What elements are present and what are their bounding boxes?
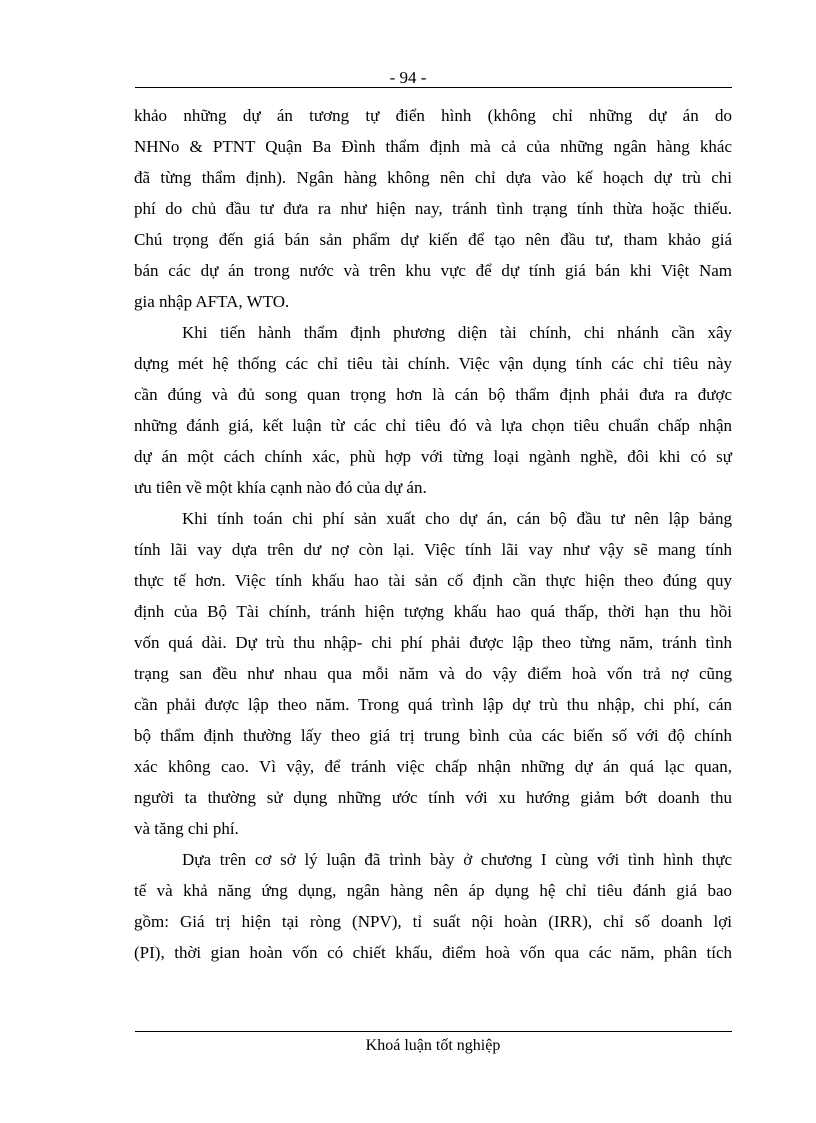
text-line: thực tế hơn. Việc tính khấu hao tài sản cố định cần thực hiện theo đúng quy (134, 571, 732, 590)
text-line: ưu tiên về một khía cạnh nào đó của dự án. (134, 478, 427, 497)
text-line: cần đúng và đủ song quan trọng hơn là cán bộ thẩm định phải đưa ra được (134, 385, 732, 404)
footer-text: Khoá luận tốt nghiệp (365, 1037, 501, 1054)
text-line: xác không cao. Vì vậy, để tránh việc chấp nhận những dự án quá lạc quan, (134, 757, 732, 776)
text-line: gồm: Giá trị hiện tại ròng (NPV), tỉ suất nội hoàn (IRR), chỉ số doanh lợi (134, 912, 732, 931)
text-line: Dựa trên cơ sở lý luận đã trình bày ở chương I cùng với tình hình thực (182, 850, 732, 869)
text-line: Khi tính toán chi phí sản xuất cho dự án, cán bộ đầu tư nên lập bảng (182, 509, 732, 528)
text-line: phí do chủ đầu tư đưa ra như hiện nay, tránh tình trạng tính thừa hoặc thiếu. (134, 199, 732, 218)
text-line: dự án một cách chính xác, phù hợp với từng loại ngành nghề, đôi khi có sự (134, 447, 732, 466)
text-line: đã từng thẩm định). Ngân hàng không nên chỉ dựa vào kế hoạch dự trù chi (134, 168, 732, 187)
text-line: trạng san đều như nhau qua mỗi năm và do vậy điểm hoà vốn trả nợ cũng (134, 664, 732, 683)
text-line: khảo những dự án tương tự điển hình (không chỉ những dự án do (134, 106, 732, 125)
text-line: những đánh giá, kết luận từ các chỉ tiêu đó và lựa chọn tiêu chuẩn chấp nhận (134, 416, 732, 435)
text-line: định của Bộ Tài chính, tránh hiện tượng khấu hao quá thấp, thời hạn thu hồi (134, 602, 732, 621)
text-line: người ta thường sử dụng những ước tính với xu hướng giảm bớt doanh thu (134, 788, 732, 807)
text-line: và tăng chi phí. (134, 819, 239, 838)
text-line: bộ thẩm định thường lấy theo giá trị trung bình của các biến số với độ chính (134, 726, 732, 745)
text-line: (PI), thời gian hoàn vốn có chiết khấu, điểm hoà vốn qua các năm, phân tích (134, 943, 732, 962)
footer-rule (135, 1031, 732, 1032)
text-line: tế và khả năng ứng dụng, ngân hàng nên áp dụng hệ chỉ tiêu đánh giá bao (134, 881, 732, 900)
text-line: vốn quá dài. Dự trù thu nhập- chi phí phải được lập theo từng năm, tránh tình (134, 633, 732, 652)
text-line: NHNo & PTNT Quận Ba Đình thẩm định mà cả của những ngân hàng khác (134, 137, 732, 156)
text-line: bán các dự án trong nước và trên khu vực để dự tính giá bán khi Việt Nam (134, 261, 732, 280)
header-rule (135, 87, 732, 88)
text-line: Khi tiến hành thẩm định phương diện tài chính, chi nhánh cần xây (182, 323, 732, 342)
body-text (134, 100, 732, 968)
text-line: dựng mét hệ thống các chỉ tiêu tài chính. Việc vận dụng tính các chỉ tiêu này (134, 354, 732, 373)
text-line: cần phải được lập theo năm. Trong quá trình lập dự trù thu nhập, chi phí, cán (134, 695, 732, 714)
text-line: tính lãi vay dựa trên dư nợ còn lại. Việc tính lãi vay như vậy sẽ mang tính (134, 540, 732, 559)
text-line: Chú trọng đến giá bán sản phẩm dự kiến để tạo nên đầu tư, tham khảo giá (134, 230, 732, 249)
text-line: gia nhập AFTA, WTO. (134, 292, 290, 311)
page-number: - 94 - (389, 68, 427, 87)
